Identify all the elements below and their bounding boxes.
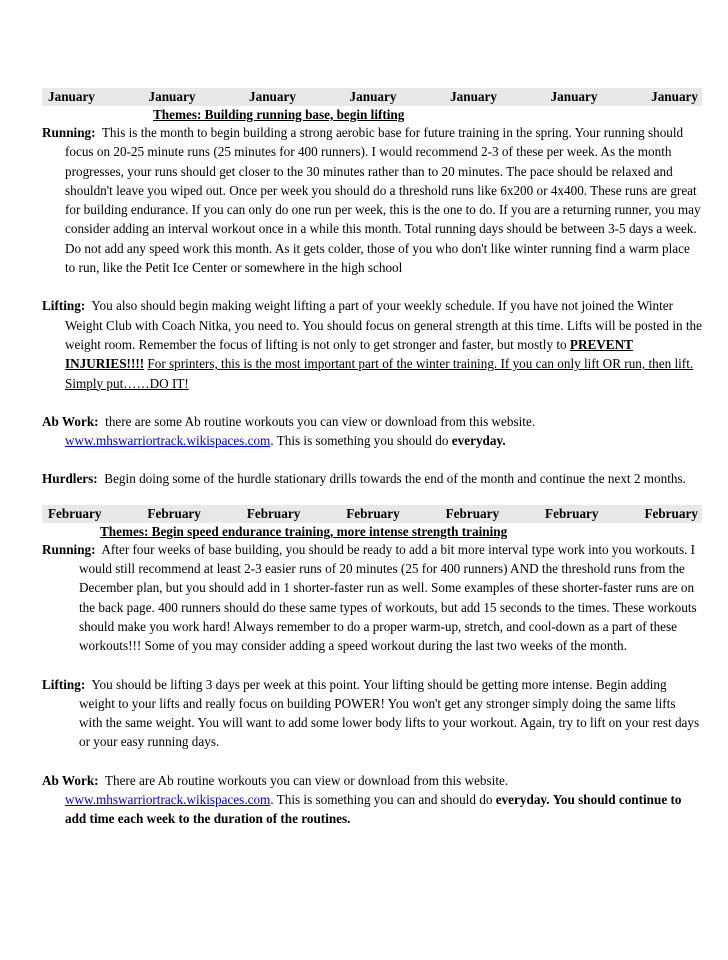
january-theme: Themes: Building running base, begin lifting — [153, 107, 405, 122]
month-label: January — [349, 89, 397, 104]
january-running-paragraph — [42, 123, 702, 277]
month-label: February — [246, 505, 301, 521]
january-header-row — [42, 88, 702, 106]
abwork-bold-line: You should continue to add time each week to the duration of the routines. — [65, 792, 682, 827]
website-link[interactable]: www.mhswarriortrack.wikispaces.com — [65, 792, 271, 808]
january-theme-line — [42, 106, 702, 123]
hurdlers-label: Hurdlers: — [42, 471, 98, 487]
running-text: After four weeks of base building, you should be ready to add a bit more interval type work into you workouts. I would still recommend at least 2-3 easier runs of 20 minutes (25 for 400 runners) AND the threshold runs from the December plan, but you should add in 1 shorter-faster run as well. Some examples of these shorter-faster runs are on the back page. 400 runners should do these same types of workouts, but add 15 seconds to the times. These workouts should make you work hard! Always remember to do a proper warm-up, stretch, and cool-down as a part of these workouts!!! Some of you may consider adding a speed workout during the last two weeks of the month. — [79, 541, 697, 654]
february-theme-line — [42, 523, 702, 540]
abwork-text-2: . This is something you should do — [270, 433, 449, 449]
month-label: January — [148, 89, 196, 104]
training-plan-page — [42, 88, 702, 829]
website-link[interactable]: www.mhswarriortrack.wikispaces.com — [65, 433, 271, 449]
month-label: February — [346, 505, 400, 521]
abwork-text-2: . This is something you can and should do — [270, 792, 493, 808]
lifting-underlined-note: For sprinters, this is the most important part of the winter training. If you can only lift OR run, then lift. Simply put……DO IT! — [65, 356, 694, 391]
lifting-label: Lifting: — [42, 298, 86, 314]
february-header-row — [42, 505, 702, 523]
abwork-text: There are Ab routine workouts you can view or download from this website. — [104, 772, 509, 788]
month-label: January — [550, 89, 598, 104]
january-hurdlers-paragraph — [42, 469, 702, 488]
february-theme: Themes: Begin speed endurance training, more intense strength training — [100, 523, 508, 539]
lifting-text: You also should begin making weight lifting a part of your weekly schedule. If you have not joined the Winter Weight Club with Coach Nitka, you need to. You should focus on general strength at this time. Lifts will be posted in the weight room. Remember the focus of lifting is not only to get stronger and faster, but mostly to — [65, 298, 702, 352]
february-lifting-paragraph — [42, 675, 702, 752]
january-abwork-paragraph — [42, 412, 702, 451]
month-label: January — [48, 89, 95, 104]
lifting-text: You should be lifting 3 days per week at this point. Your lifting should be getting more intense. Begin adding weight to your lifts and really focus on building POWER! You won't get any stronger simply doing the same lifts with the same weight. You will want to add some lower body lifts to your workout. Again, try to lift on your rest days or your easy running days. — [79, 676, 700, 750]
month-label: February — [48, 505, 102, 521]
abwork-label: Ab Work: — [42, 413, 99, 429]
running-text: This is the month to begin building a strong aerobic base for future training in the spring. Your running should focus on 20-25 minute runs (25 minutes for 400 runners). I would recommend 2-3 of these per week. As the month progresses, your runs should get closer to the 30 minutes rather than to 20 minutes. The pace should be relaxed and shouldn't leave you wiped out. Once per week you should do a threshold runs like 6x200 or 4x400. These runs are great for building endurance. If you can only do one run per week, this is the one to do. If you are a returning runner, you may consider adding an interval workout once in a while this month. Total running days should be between 3-5 days a week. Do not add any speed work this month. As it gets colder, those of you who don't like winter running find a warm place to run, like the Petit Ice Center or somewhere in the high school — [65, 125, 701, 276]
running-label: Running: — [42, 541, 96, 557]
lifting-emphasis: PREVENT INJURIES!!!! — [65, 336, 633, 372]
month-label: February — [545, 505, 599, 521]
month-label: February — [445, 505, 500, 521]
abwork-bold-end: everyday. — [495, 792, 550, 808]
abwork-bold-end: everyday. — [451, 433, 506, 449]
lifting-label: Lifting: — [42, 676, 86, 692]
february-running-paragraph — [42, 540, 702, 656]
abwork-text: there are some Ab routine workouts you can view or download from this website. — [105, 413, 536, 429]
running-label: Running: — [42, 125, 96, 140]
january-lifting-paragraph — [42, 296, 702, 392]
month-label: February — [147, 505, 201, 521]
month-label: January — [651, 89, 698, 104]
month-label: January — [450, 89, 497, 104]
hurdlers-text: Begin doing some of the hurdle stationary drills towards the end of the month and continue the next 2 months. — [104, 471, 686, 487]
abwork-label: Ab Work: — [42, 772, 99, 788]
month-label: January — [249, 89, 296, 104]
month-label: February — [644, 505, 698, 521]
february-abwork-paragraph — [42, 771, 702, 829]
